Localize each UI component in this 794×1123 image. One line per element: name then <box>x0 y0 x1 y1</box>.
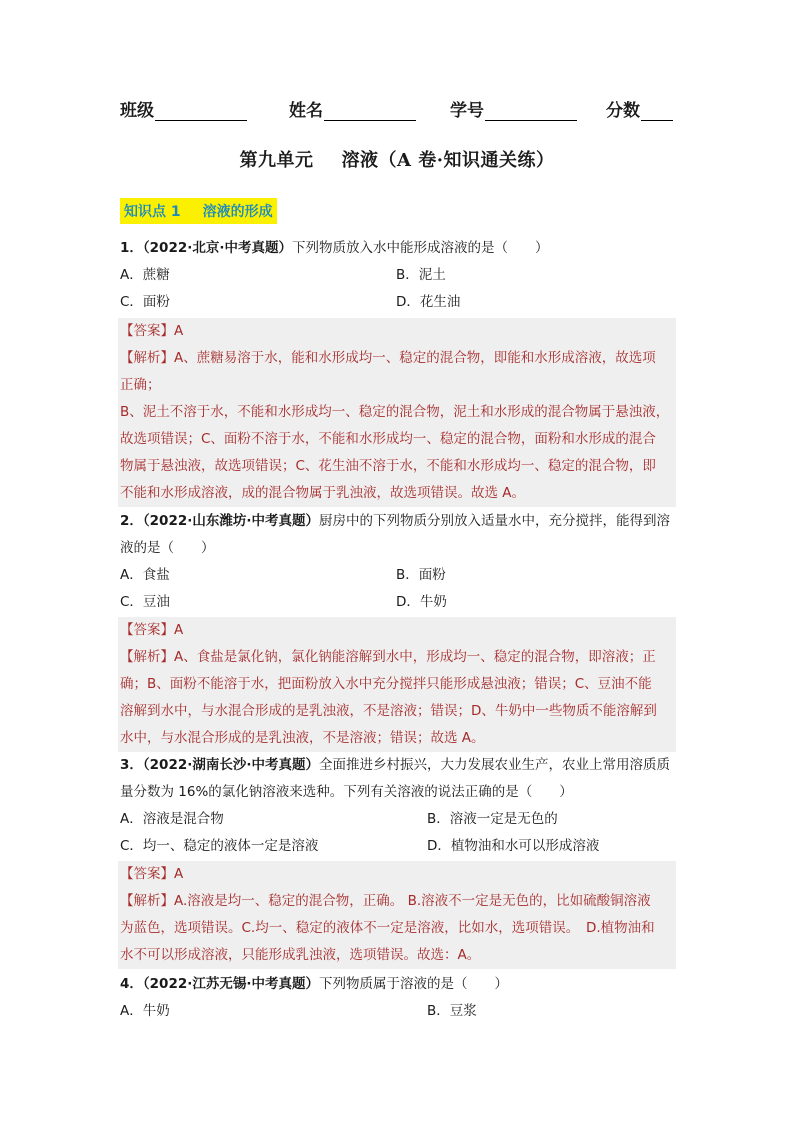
analysis-line: 物属于悬浊液，故选项错误；C、花生油不溶于水，不能和水形成均一、稳定的混合物，即 <box>120 458 656 474</box>
analysis-line: 水不可以形成溶液，只能形成乳浊液，选项错误。故选：A。 <box>120 947 481 963</box>
score-label: 分数 <box>606 101 640 121</box>
question-stem: 厨房中的下列物质分别放入适量水中，充分搅拌，能得到溶 <box>319 513 670 529</box>
option-b: B．面粉 <box>396 567 446 583</box>
option-a: A．食盐 <box>120 567 170 583</box>
question-number: 4． <box>120 976 143 992</box>
analysis-line: 【解析】A.溶液是均一、稳定的混合物，正确。 B.溶液不一定是无色的，比如硫酸铜溶液 <box>120 893 651 909</box>
option-b: B．泥土 <box>396 267 446 283</box>
page-title <box>0 146 794 172</box>
option-c: C．豆油 <box>120 594 170 610</box>
answer-block-2 <box>118 617 676 752</box>
option-c: C．面粉 <box>120 294 170 310</box>
question-stem: 下列物质放入水中能形成溶液的是（ ） <box>292 240 549 256</box>
answer-block-1 <box>118 318 676 507</box>
question-source: （2022·江苏无锡·中考真题） <box>142 976 319 992</box>
student-id-blank[interactable] <box>485 96 577 121</box>
analysis-line: 确；B、面粉不能溶于水，把面粉放入水中充分搅拌只能形成悬浊液；错误；C、豆油不能 <box>120 676 652 692</box>
unit-title: 第九单元 <box>239 150 314 171</box>
question-4 <box>120 971 676 998</box>
student-info-header <box>120 96 680 126</box>
knowledge-point-heading <box>120 198 277 224</box>
question-number: 3． <box>120 757 143 773</box>
analysis-line: 正确； <box>120 377 161 393</box>
option-a: A．蔗糖 <box>120 267 170 283</box>
option-d: D．植物油和水可以形成溶液 <box>427 838 600 854</box>
option-a: A．溶液是混合物 <box>120 811 224 827</box>
student-id-field <box>450 96 577 121</box>
question-1 <box>120 235 676 262</box>
question-source: （2022·湖南长沙·中考真题） <box>142 757 319 773</box>
subject-title: 溶液（A 卷·知识通关练） <box>341 150 555 171</box>
question-3 <box>120 752 676 806</box>
option-c: C．均一、稳定的液体一定是溶液 <box>120 838 319 854</box>
answer-block-3 <box>118 861 676 969</box>
answer: 【答案】A <box>120 622 184 638</box>
option-b: B．豆浆 <box>427 1003 477 1019</box>
class-field <box>120 96 247 121</box>
option-d: D．牛奶 <box>396 594 447 610</box>
knowledge-point-number: 知识点 1 <box>124 204 181 220</box>
question-number: 1． <box>120 240 143 256</box>
option-a: A．牛奶 <box>120 1003 170 1019</box>
class-blank[interactable] <box>155 96 247 121</box>
score-field <box>606 96 673 121</box>
analysis-line: 【解析】A、蔗糖易溶于水，能和水形成均一、稳定的混合物，即能和水形成溶液，故选项 <box>120 350 656 366</box>
option-b: B．溶液一定是无色的 <box>427 811 558 827</box>
analysis-line: 不能和水形成溶液，成的混合物属于乳浊液，故选项错误。故选 A。 <box>120 485 526 501</box>
score-blank[interactable] <box>641 96 673 121</box>
question-2 <box>120 508 676 562</box>
answer: 【答案】A <box>120 866 184 882</box>
analysis-line: 为蓝色，选项错误。C.均一、稳定的液体不一定是溶液，比如水，选项错误。 D.植物油和 <box>120 920 655 936</box>
question-stem: 量分数为 16%的氯化钠溶液来选种。下列有关溶液的说法正确的是（ ） <box>120 784 573 800</box>
name-label: 姓名 <box>289 101 323 121</box>
option-d: D．花生油 <box>396 294 461 310</box>
name-field <box>289 96 416 121</box>
question-stem: 液的是（ ） <box>120 540 215 556</box>
question-stem: 下列物质属于溶液的是（ ） <box>319 976 508 992</box>
student-id-label: 学号 <box>450 101 484 121</box>
knowledge-point-name: 溶液的形成 <box>202 204 273 220</box>
analysis-line: 溶解到水中，与水混合形成的是乳浊液，不是溶液；错误；D、牛奶中一些物质不能溶解到 <box>120 703 657 719</box>
analysis-line: B、泥土不溶于水，不能和水形成均一、稳定的混合物，泥土和水形成的混合物属于悬浊液， <box>120 404 670 420</box>
answer: 【答案】A <box>120 323 184 339</box>
question-source: （2022·山东潍坊·中考真题） <box>142 513 319 529</box>
analysis-line: 水中，与水混合形成的是乳浊液，不是溶液；错误；故选 A。 <box>120 730 485 746</box>
question-number: 2． <box>120 513 143 529</box>
question-stem: 全面推进乡村振兴，大力发展农业生产，农业上常用溶质质 <box>319 757 670 773</box>
analysis-line: 故选项错误；C、面粉不溶于水，不能和水形成均一、稳定的混合物，面粉和水形成的混合 <box>120 431 656 447</box>
analysis-line: 【解析】A、食盐是氯化钠，氯化钠能溶解到水中，形成均一、稳定的混合物，即溶液；正 <box>120 649 656 665</box>
class-label: 班级 <box>120 101 154 121</box>
name-blank[interactable] <box>324 96 416 121</box>
question-source: （2022·北京·中考真题） <box>142 240 292 256</box>
